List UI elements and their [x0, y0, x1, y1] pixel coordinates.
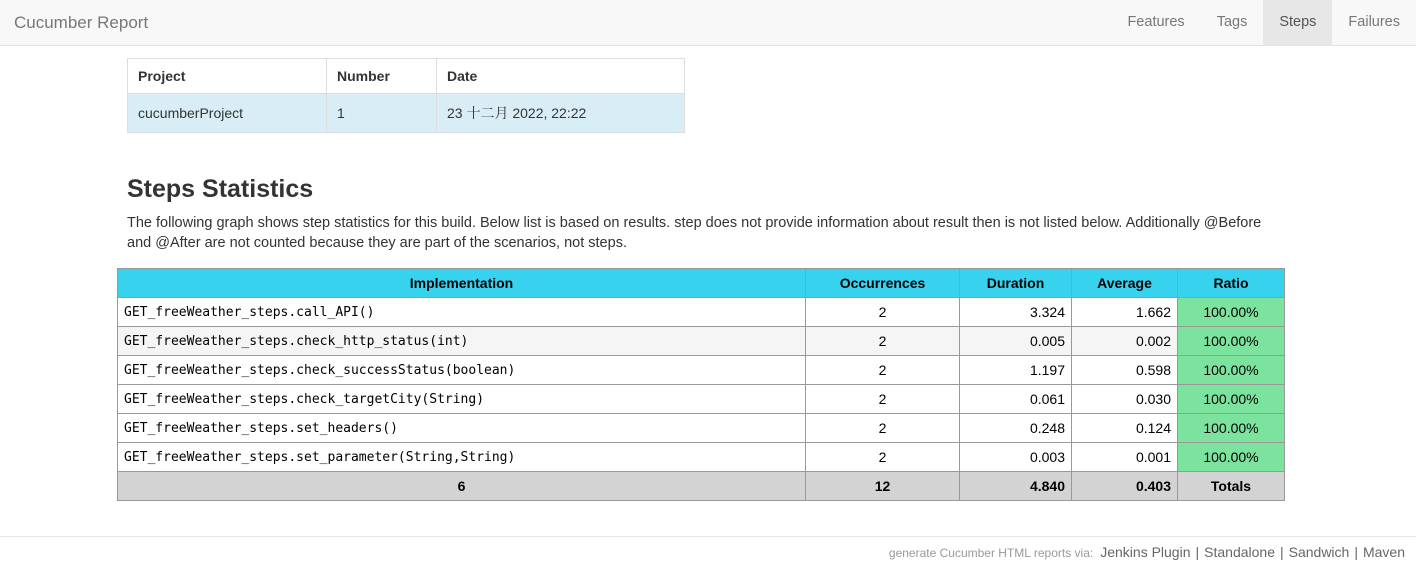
top-navbar	[0, 0, 1416, 46]
nav-tab-tags[interactable]: Tags	[1216, 14, 1248, 30]
average-cell: 0.124	[1072, 414, 1178, 443]
ratio-cell: 100.00%	[1178, 443, 1285, 472]
footer-link-sandwich[interactable]: Sandwich	[1288, 544, 1350, 560]
implementation-cell: GET_freeWeather_steps.call_API()	[118, 298, 806, 327]
implementation-cell: GET_freeWeather_steps.check_successStatus(boolean)	[118, 356, 806, 385]
average-cell: 0.002	[1072, 327, 1178, 356]
implementation-col-header: Implementation	[118, 269, 806, 298]
table-row	[118, 298, 1285, 327]
table-row	[118, 385, 1285, 414]
duration-cell: 0.248	[960, 414, 1072, 443]
main-content	[117, 58, 1284, 501]
occurrences-cell: 2	[806, 443, 960, 472]
nav-tab-failures[interactable]: Failures	[1348, 14, 1400, 30]
totals-occurrences: 12	[806, 472, 960, 501]
nav-tabs	[1111, 0, 1416, 45]
footer-caption: generate Cucumber HTML reports via:	[888, 546, 1094, 560]
footer-link-separator: |	[1354, 544, 1358, 560]
project-table-header-row	[128, 59, 685, 94]
footer-link-standalone[interactable]: Standalone	[1204, 544, 1275, 560]
average-cell: 0.030	[1072, 385, 1178, 414]
implementation-cell: GET_freeWeather_steps.check_targetCity(String)	[118, 385, 806, 414]
occurrences-cell: 2	[806, 298, 960, 327]
occurrences-cell: 2	[806, 356, 960, 385]
occurrences-cell: 2	[806, 327, 960, 356]
average-col-header: Average	[1072, 269, 1178, 298]
footer-link-separator: |	[1279, 544, 1284, 560]
implementation-cell: GET_freeWeather_steps.check_http_status(int)	[118, 327, 806, 356]
average-cell: 0.598	[1072, 356, 1178, 385]
number-col-header: Number	[327, 59, 437, 94]
project-date-cell: 23 十二月 2022, 22:22	[437, 94, 685, 133]
project-col-header: Project	[128, 59, 327, 94]
footer-link-separator: |	[1195, 544, 1200, 560]
average-cell: 0.001	[1072, 443, 1178, 472]
nav-tab-features[interactable]: Features	[1127, 14, 1185, 30]
footer-link-maven[interactable]: Maven	[1362, 544, 1405, 560]
ratio-cell: 100.00%	[1178, 356, 1285, 385]
table-row	[118, 414, 1285, 443]
occurrences-col-header: Occurrences	[806, 269, 960, 298]
page-title: Steps Statistics	[127, 175, 314, 203]
average-cell: 1.662	[1072, 298, 1178, 327]
project-table	[127, 58, 685, 133]
section-description: The following graph shows step statistics for this build. Below list is based on results. step does not provide information about result then is not listed below. Additionally @Before and @After are not counted because they are part of the scenarios, not steps.	[127, 215, 1262, 251]
totals-label: Totals	[1178, 472, 1285, 501]
implementation-cell: GET_freeWeather_steps.set_headers()	[118, 414, 806, 443]
table-row	[118, 327, 1285, 356]
totals-row	[118, 472, 1285, 501]
duration-cell: 0.061	[960, 385, 1072, 414]
steps-table-header-row	[118, 269, 1285, 298]
duration-col-header: Duration	[960, 269, 1072, 298]
ratio-cell: 100.00%	[1178, 385, 1285, 414]
ratio-cell: 100.00%	[1178, 298, 1285, 327]
ratio-col-header: Ratio	[1178, 269, 1285, 298]
totals-average: 0.403	[1072, 472, 1178, 501]
totals-implementation-count: 6	[118, 472, 806, 501]
duration-cell: 3.324	[960, 298, 1072, 327]
project-table-row	[128, 94, 685, 133]
table-row	[118, 356, 1285, 385]
steps-statistics-table	[117, 268, 1285, 501]
duration-cell: 0.003	[960, 443, 1072, 472]
nav-tab-steps[interactable]: Steps	[1263, 0, 1332, 45]
occurrences-cell: 2	[806, 414, 960, 443]
project-number-cell: 1	[327, 94, 437, 133]
implementation-cell: GET_freeWeather_steps.set_parameter(String,String)	[118, 443, 806, 472]
footer-link-jenkins-plugin[interactable]: Jenkins Plugin	[1100, 544, 1191, 560]
project-name-cell: cucumberProject	[128, 94, 327, 133]
footer-links	[1100, 544, 1405, 561]
totals-duration: 4.840	[960, 472, 1072, 501]
date-col-header: Date	[437, 59, 685, 94]
ratio-cell: 100.00%	[1178, 414, 1285, 443]
app-title[interactable]: Cucumber Report	[14, 13, 149, 32]
duration-cell: 0.005	[960, 327, 1072, 356]
ratio-cell: 100.00%	[1178, 327, 1285, 356]
footer	[0, 536, 1416, 566]
duration-cell: 1.197	[960, 356, 1072, 385]
table-row	[118, 443, 1285, 472]
occurrences-cell: 2	[806, 385, 960, 414]
